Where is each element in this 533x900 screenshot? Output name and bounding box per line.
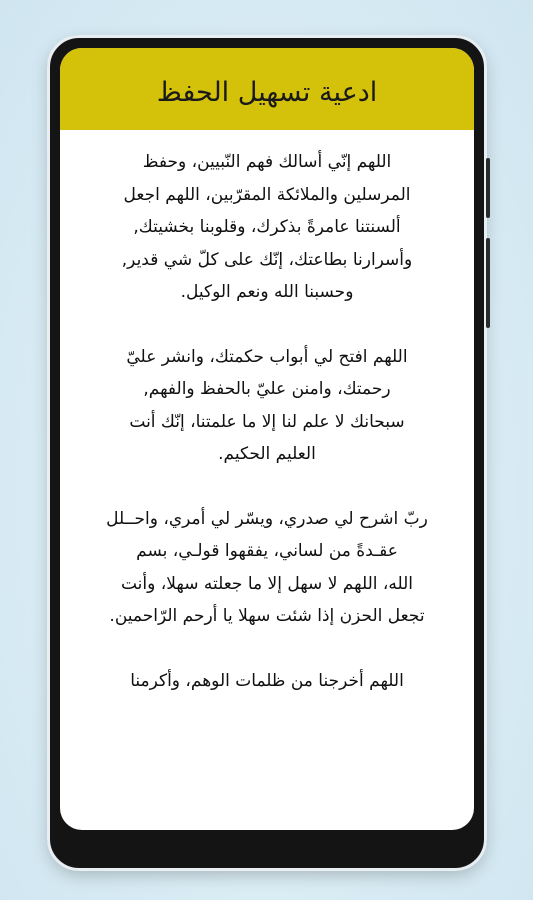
phone-bottom-bezel — [60, 832, 474, 860]
prayer-text: اللهم أخرجنا من ظلمات الوهم، وأكرمنا — [130, 670, 404, 691]
page-title: ادعية تسهيل الحفظ — [156, 76, 378, 108]
prayer-text: اللهم افتح لي أبواب حكمتك، وانشر عليّ رحمتك، وامنن عليّ بالحفظ والفهم, سبحانك لا علم لنا إلا ما علمتنا، إنّك أنت العليم الحكيم. — [126, 346, 408, 464]
prayer-text: ربّ اشرح لي صدري، ويسّر لي أمري، واحــلل عقـدةً من لساني، يفقهوا قولـي، بسم الله، اللهم لا سهل إلا ما جعلته سهلا، وأنت تجعل الحزن إذا شئت سهلا يا أرحم الرّاحمين. — [106, 508, 428, 626]
prayer-list[interactable] — [60, 130, 474, 697]
prayer-text: اللهم إنّي أسالك فهم النّبيين، وحفظ المرسلين والملائكة المقرّبين، اللهم اجعل ألسنتنا عامرةً بذكرك، وقلوبنا بخشيتك, وأسرارنا بطاعتك، إنّك على كلّ شي قدير, وحسبنا الله ونعم الوكيل. — [121, 152, 413, 302]
phone-screen — [60, 48, 474, 830]
phone-side-button — [486, 158, 490, 218]
phone-frame — [50, 38, 484, 868]
phone-side-button — [486, 238, 490, 328]
app-header — [60, 48, 474, 130]
